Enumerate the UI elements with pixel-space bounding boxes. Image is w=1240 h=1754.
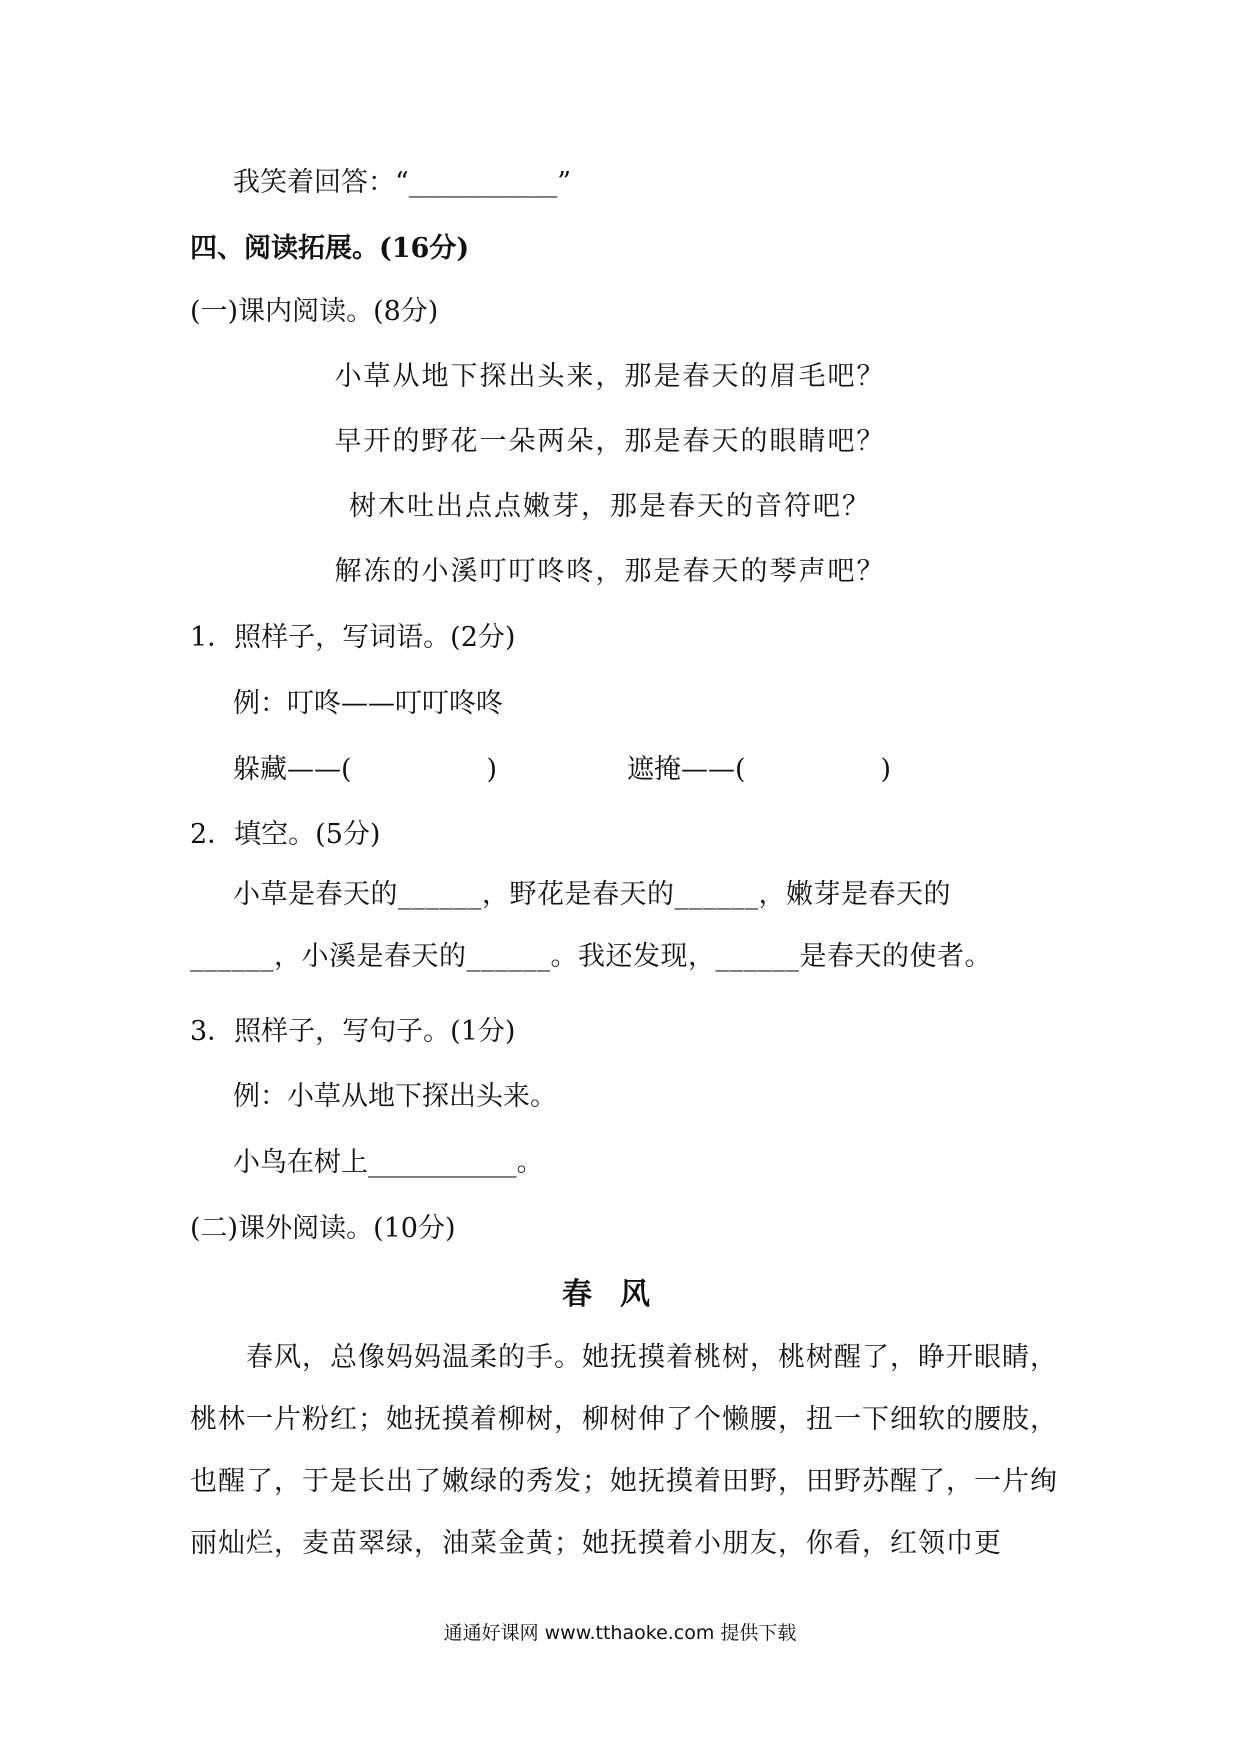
q2-fill-block bbox=[190, 864, 1070, 988]
q2-title: 2．填空。(5分) bbox=[190, 819, 381, 850]
q1-item-2: 遮掩——( ) bbox=[627, 754, 892, 785]
q3-title: 3．照样子，写句子。(1分) bbox=[190, 1016, 516, 1047]
q3-example: 例：小草从地下探出头来。 bbox=[233, 1081, 557, 1112]
q2-line-1: 小草是春天的______，野花是春天的______，嫩芽是春天的 bbox=[233, 879, 951, 910]
part2-heading: (二)课外阅读。(10分) bbox=[190, 1213, 456, 1244]
poem-line-1: 小草从地下探出头来，那是春天的眉毛吧？ bbox=[334, 361, 886, 392]
answer-line: 我笑着回答：“___________” bbox=[233, 167, 572, 198]
q3-prompt: 小鸟在树上___________。 bbox=[233, 1147, 544, 1178]
poem-line-4: 解冻的小溪叮叮咚咚，那是春天的琴声吧？ bbox=[334, 556, 886, 587]
q1-item-1: 躲藏——( ) bbox=[233, 754, 498, 785]
q1-title: 1．照样子，写词语。(2分) bbox=[190, 622, 516, 653]
footer-credit: 通通好课网 www.tthaoke.com 提供下载 bbox=[443, 1622, 797, 1644]
poem-line-3: 树木吐出点点嫩芽，那是春天的音符吧？ bbox=[349, 491, 871, 522]
poem-line-2: 早开的野花一朵两朵，那是春天的眼睛吧？ bbox=[334, 426, 886, 457]
q2-line-2: ______，小溪是春天的______。我还发现，______是春天的使者。 bbox=[190, 941, 992, 972]
q1-example: 例：叮咚——叮叮咚咚 bbox=[233, 688, 503, 719]
article-paragraph bbox=[190, 1327, 1058, 1575]
section4-heading: 四、阅读拓展。(16分) bbox=[190, 233, 470, 264]
part1-heading: (一)课内阅读。(8分) bbox=[190, 296, 439, 327]
article-text: 春风，总像妈妈温柔的手。她抚摸着桃树，桃树醒了，睁开眼睛，桃林一片粉红；她抚摸着柳树，柳树伸了个懒腰，扭一下细软的腰肢，也醒了，于是长出了嫩绿的秀发；她抚摸着田野，田野苏醒了，一片绚丽灿烂，麦苗翠绿，油菜金黄；她抚摸着小朋友，你看，红领巾更 bbox=[190, 1342, 1058, 1559]
article-title: 春风 bbox=[562, 1277, 678, 1312]
